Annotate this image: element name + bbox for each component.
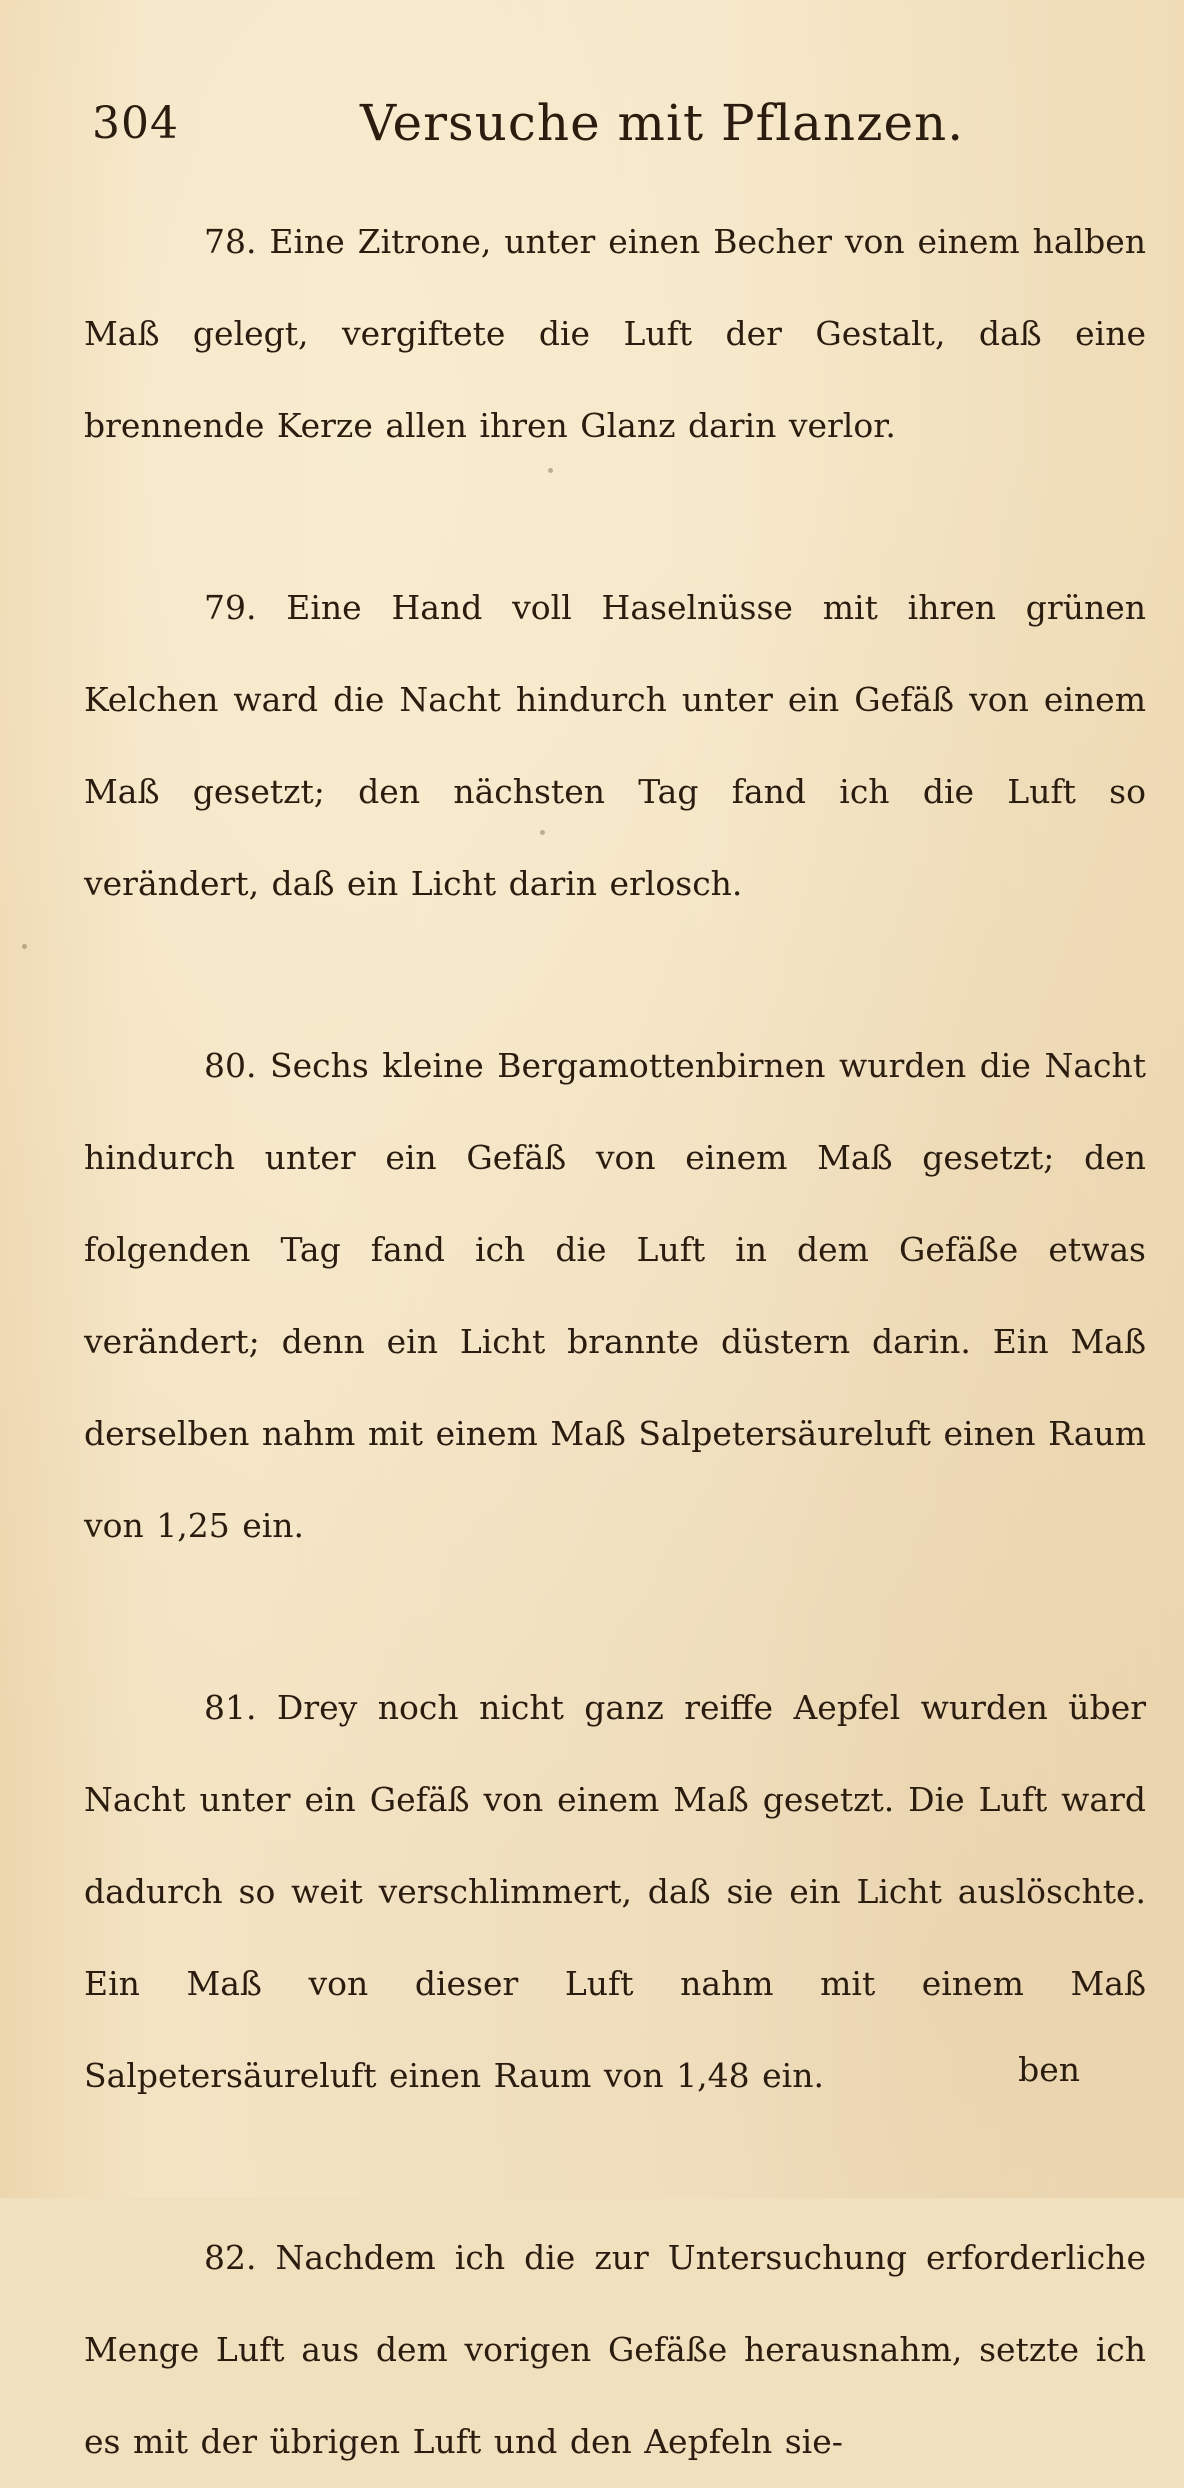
paragraph-81: 81. Drey noch nicht ganz reiffe Aepfel wurden über Nacht unter ein Gefäß von einem Maß gesetzt. Die Luft ward dadurch so weit verschlimmert, daß sie ein Licht auslöschte. Ein Maß von dieser Luft nahm mit einem Maß Salpetersäureluft einen Raum von 1,48 ein. xyxy=(84,1688,1146,2095)
paragraph-82: 82. Nachdem ich die zur Untersuchung erforderliche Menge Luft aus dem vorigen Gefäße herausnahm, setzte ich es mit der übrigen Luft und den Aepfeln sie- xyxy=(84,2238,1146,2461)
paragraph-78: 78. Eine Zitrone, unter einen Becher von einem halben Maß gelegt, vergiftete die Luft der Gestalt, daß eine brennende Kerze allen ihren Glanz darin verlor. xyxy=(84,222,1146,445)
paper-speck xyxy=(540,830,545,835)
paper-speck xyxy=(548,468,553,473)
paper-speck xyxy=(872,1706,877,1711)
catchword: ben xyxy=(1018,2050,1080,2089)
running-title: Versuche mit Pflanzen. xyxy=(360,94,965,152)
paragraph-79: 79. Eine Hand voll Haselnüsse mit ihren grünen Kelchen ward die Nacht hindurch unter ein Gefäß von einem Maß gesetzt; den nächsten Tag fand ich die Luft so verändert, daß ein Licht darin erlosch. xyxy=(84,588,1146,903)
body-text xyxy=(84,196,1146,2488)
page-header xyxy=(92,88,1092,158)
page-number: 304 xyxy=(92,98,179,149)
paragraph-80: 80. Sechs kleine Bergamottenbirnen wurden die Nacht hindurch unter ein Gefäß von einem Maß gesetzt; den folgenden Tag fand ich die Luft in dem Gefäße etwas verändert; denn ein Licht brannte düstern darin. Ein Maß derselben nahm mit einem Maß Salpetersäureluft einen Raum von 1,25 ein. xyxy=(84,1046,1146,1545)
paper-speck xyxy=(22,944,27,949)
